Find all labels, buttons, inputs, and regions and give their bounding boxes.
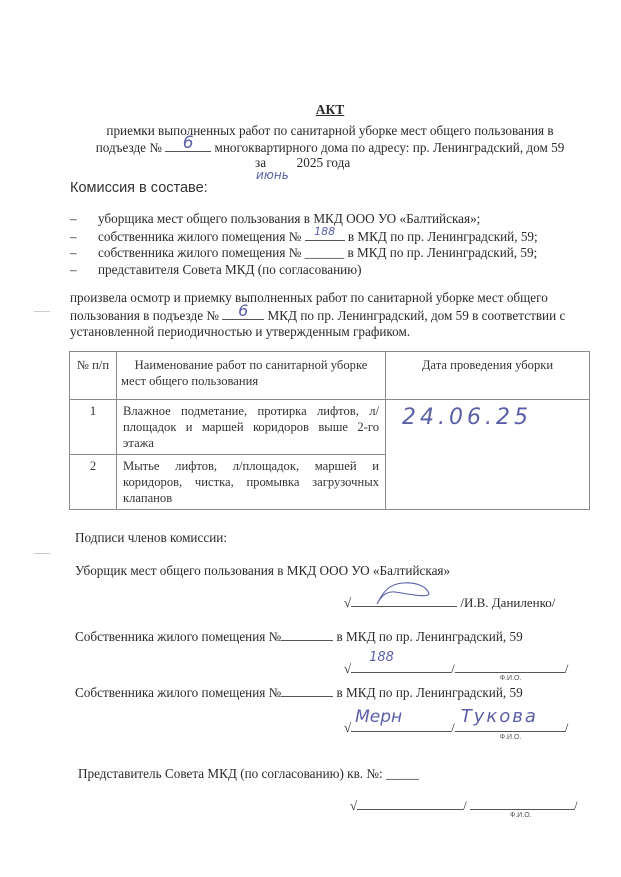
commission-member: – уборщика мест общего пользования в МКД ООО УО «Балтийская»; (70, 211, 481, 226)
table-row (70, 400, 590, 455)
cleaner-signature-scribble (369, 582, 439, 606)
council-fio-field[interactable]: Ф.И.О. (470, 793, 574, 810)
works-table (69, 351, 590, 510)
cleaner-signature-field[interactable] (351, 590, 457, 607)
header-date: Дата проведения уборки (386, 352, 590, 400)
period-month-handwritten: июнь (256, 168, 289, 182)
owner1-apartment-field[interactable] (305, 227, 345, 241)
statement-line1: произвела осмотр и приемку выполненных работ по санитарной уборке мест общего (70, 290, 548, 305)
owner2-number-field[interactable] (281, 683, 333, 697)
statement-line2: пользования в подъезде № 6 МКД по пр. Ленинградский, дом 59 в соответствии с (70, 301, 566, 323)
period-prefix: за (255, 155, 267, 170)
address-text: многоквартирного дома по адресу: пр. Ленинградский, дом 59 (214, 140, 565, 155)
council-signature-field[interactable] (357, 793, 463, 810)
entrance-number-handwritten: 6 (182, 133, 194, 153)
row-num: 2 (70, 455, 117, 510)
council-label: Представитель Совета МКД (по согласованию) кв. №: _____ (78, 766, 419, 781)
cleaner-name: /И.В. Даниленко/ (460, 595, 556, 610)
entrance-label: подъезде № (95, 140, 162, 155)
commission-member: – собственника жилого помещения № 188 в МКД по пр. Ленинградский, 59; (70, 225, 538, 244)
commission-member: – представителя Совета МКД (по согласованию) (70, 262, 362, 277)
document-title: АКТ (315, 102, 345, 117)
owner2-label: Собственника жилого помещения № в МКД по пр. Ленинградский, 59 (75, 685, 523, 700)
owner1-number-field[interactable] (281, 627, 333, 641)
cleaner-signature-row: √ /И.В. Даниленко/ (344, 590, 555, 611)
date-cell[interactable] (386, 400, 590, 510)
statement-entrance-field[interactable]: 6 (222, 306, 264, 320)
owner2-signature-row: √ Мерн / Тукова Ф.И.О. / (344, 706, 569, 741)
entrance-number-field[interactable] (165, 133, 211, 153)
document-subtitle-line1: приемки выполненных работ по санитарной уборке мест общего пользования в (106, 123, 554, 138)
margin-mark (34, 311, 50, 312)
signatures-heading: Подписи членов комиссии: (75, 530, 227, 545)
table-header-row (70, 352, 590, 400)
row-name: Влажное подметание, протирка лифтов, л/площадок и маршей коридоров выше 2-го этажа (117, 400, 386, 455)
owner1-label: Собственника жилого помещения № в МКД по пр. Ленинградский, 59 (75, 629, 523, 644)
owner1-signature-field[interactable]: 188 (351, 656, 451, 673)
date-handwritten: 24.06.25 (402, 405, 532, 430)
period-year: 2025 года (296, 155, 351, 170)
cleaner-label: Уборщик мест общего пользования в МКД ООО УО «Балтийская» (75, 563, 451, 578)
statement-line3: установленной периодичностью и утвержденным графиком. (70, 324, 411, 339)
owner2-name-handwritten: Тукова (460, 706, 538, 727)
owner2-fio-field[interactable]: Тукова Ф.И.О. (455, 715, 565, 732)
council-signature-row: √ / Ф.И.О. / (350, 793, 578, 814)
header-num: № п/п (70, 352, 117, 400)
header-name: Наименование работ по санитарной уборке мест общего пользования (117, 352, 386, 400)
owner1-signature-row: √ 188 / Ф.И.О. / (344, 650, 569, 682)
commission-member: – собственника жилого помещения № ______ в МКД по пр. Ленинградский, 59; (70, 245, 538, 260)
owner1-fio-field[interactable]: Ф.И.О. (455, 656, 565, 673)
margin-mark (34, 553, 50, 554)
row-num: 1 (70, 400, 117, 455)
owner2-signature-field[interactable]: Мерн (351, 715, 451, 732)
owner2-apartment-field[interactable]: ______ (304, 245, 345, 260)
owner1-apartment-handwritten: 188 (314, 225, 336, 238)
row-name: Мытье лифтов, л/площадок, маршей и коридоров, чистка, промывка загрузочных клапанов (117, 455, 386, 510)
commission-heading: Комиссия в составе: (70, 180, 208, 196)
